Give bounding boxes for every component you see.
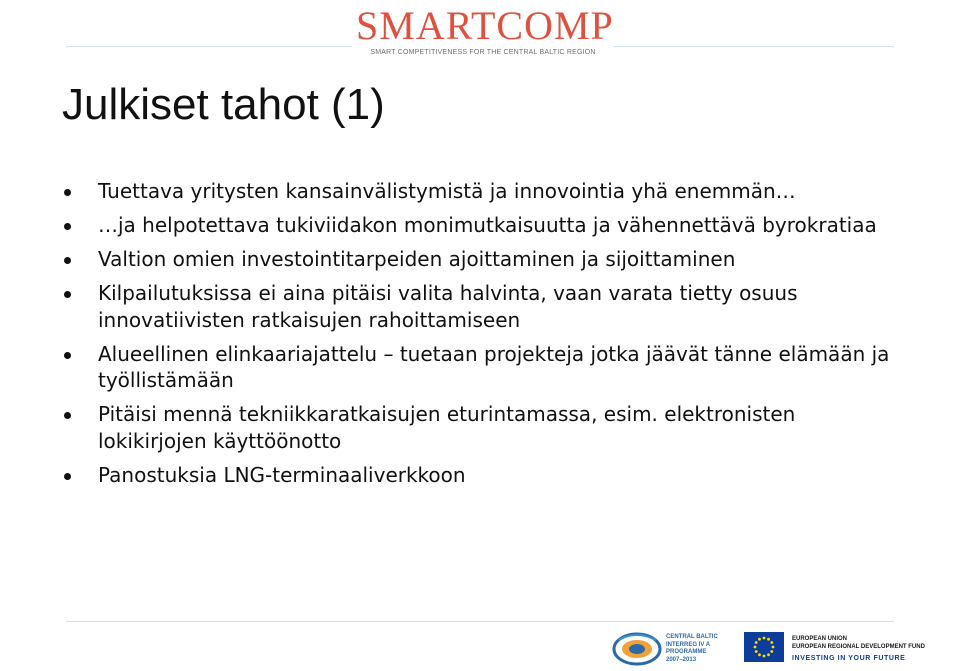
slide-title: Julkiset tahot (1) [62,80,385,129]
bullet-text: Kilpailutuksissa ei aina pitäisi valita halvinta, vaan varata tietty osuus innovatiivisten ratkaisujen rahoittamiseen [98,281,798,332]
eu-slogan: INVESTING IN YOUR FUTURE [792,655,906,662]
bullet-item [64,246,904,273]
bullet-dot-icon [64,473,71,480]
central-baltic-text [666,634,726,664]
bullet-dot-icon [64,412,71,419]
bullet-dot-icon [64,223,71,230]
eu-line2: EUROPEAN REGIONAL DEVELOPMENT FUND [792,643,925,650]
bullet-item [64,280,904,333]
bullet-text: Panostuksia LNG-terminaaliverkkoon [98,462,466,487]
bullet-text: …ja helpotettava tukiviidakon monimutkaisuutta ja vähennettävä byrokratiaa [98,213,877,237]
smartcomp-logo [356,3,614,60]
cb-line4: 2007–2013 [666,656,697,663]
header-rule-left [66,46,352,47]
cb-line1: CENTRAL BALTIC [666,634,718,640]
eu-flag-icon [744,632,784,662]
bullet-text: Pitäisi mennä tekniikkaratkaisujen eturintamassa, esim. elektronisten lokikirjojen käyttöönotto [98,402,796,453]
header-rule-right [614,46,894,47]
logo-text: SMARTCOMP [356,3,614,48]
bullet-dot-icon [64,189,71,196]
bullet-item [64,212,904,239]
bullet-text: Alueellinen elinkaariajattelu – tuetaan projekteja jotka jäävät tänne elämään ja työllistämään [98,341,890,392]
eu-logo [744,632,944,668]
cb-line2: INTERREG IV A [666,641,711,648]
central-baltic-logo [612,630,724,668]
cb-line3: PROGRAMME [666,649,707,655]
bullet-item [64,178,904,205]
eu-line1: EUROPEAN UNION [792,636,848,642]
bullet-dot-icon [64,352,71,359]
bullet-text: Tuettava yritysten kansainvälistymistä ja innovointia yhä enemmän… [98,179,796,203]
logo-tagline: SMART COMPETITIVENESS FOR THE CENTRAL BALTIC REGION [370,49,596,56]
bullet-dot-icon [64,257,71,264]
bullet-item [64,341,904,394]
bullet-item [64,462,904,489]
footer-rule [66,621,894,622]
central-baltic-logo-icon [612,632,662,666]
eu-stars-icon [744,632,784,662]
bullet-item [64,401,904,454]
bullet-text: Valtion omien investointitarpeiden ajoittaminen ja sijoittaminen [98,247,736,271]
eu-text [792,636,942,651]
bullet-list [64,178,904,496]
bullet-dot-icon [64,291,71,298]
